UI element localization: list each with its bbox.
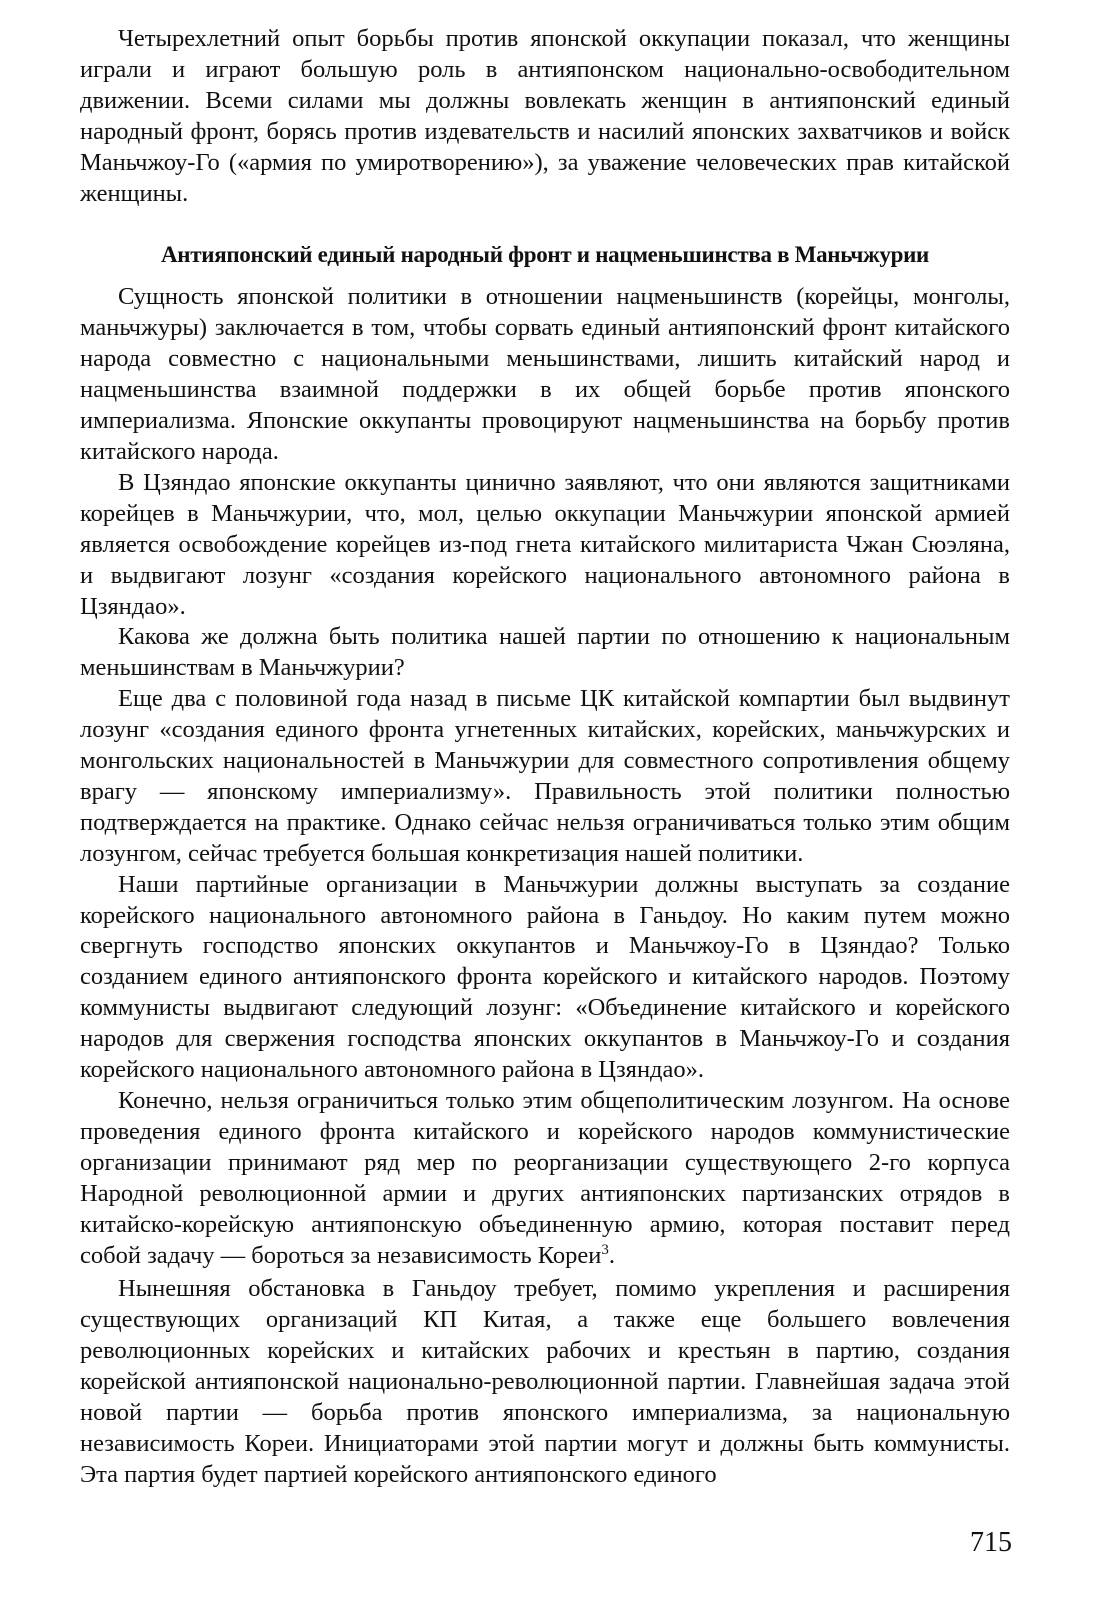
document-page — [80, 24, 1010, 1491]
paragraph-joint-army — [80, 1086, 1010, 1271]
paragraph-japanese-policy: Сущность японской политики в отношении нацменьшинств (корейцы, монголы, маньчжуры) заключается в том, чтобы сорвать единый антияпонский фронт китайского народа совместно с национальными меньшинствами, лишить китайский народ и нацменьшинства взаимной поддержки в их общей борьбе против японского империализма. Японские оккупанты провоцируют нацменьшинства на борьбу против китайского народа. — [80, 283, 1010, 465]
paragraph-joint-army-end: . — [608, 1241, 616, 1269]
paragraph-women-role: Четырехлетний опыт борьбы против японской оккупации показал, что женщины играли и играют большую роль в антияпонском национально-освободительном движении. Всеми силами мы должны вовлекать женщин в антияпонский единый народный фронт, борясь против издевательств и насилий японских захватчиков и войск Маньчжоу-Го («армия по умиротворению»), за уважение человеческих прав китайской женщины. — [80, 25, 1010, 207]
paragraph-united-front-slogan: Еще два с половиной года назад в письме ЦК китайской компартии был выдвинут лозунг «создания единого фронта угнетенных китайских, корейских, маньчжурских и монгольских национальностей в Маньчжурии для совместного сопротивления общему врагу — японскому империализму». Правильность этой политики полностью подтверждается на практике. Однако сейчас нельзя ограничиваться только этим общим лозунгом, сейчас требуется большая конкретизация нашей политики. — [80, 685, 1010, 867]
footnote-reference: 3 — [601, 1241, 609, 1258]
section-heading: Антияпонский единый народный фронт и нацменьшинства в Маньчжурии — [161, 242, 929, 268]
paragraph-autonomous-district: Наши партийные организации в Маньчжурии должны выступать за создание корейского национального автономного района в Ганьдоу. Но каким путем можно свергнуть господство японских оккупантов и Маньчжоу-Го в Цзяндао? Только созданием единого антияпонского фронта корейского и китайского народов. Поэтому коммунисты выдвигают следующий лозунг: «Объединение китайского и корейского народов для свержения господства японских оккупантов в Маньчжоу-Го и создания корейского национального автономного района в Цзяндао». — [80, 870, 1010, 1084]
paragraph-joint-army-text: Конечно, нельзя ограничиться только этим общеполитическим лозунгом. На основе проведения единого фронта китайского и корейского народов коммунистические организации принимают ряд мер по реорганизации существующего 2-го корпуса Народной революционной армии и других антияпонских партизанских отрядов в китайско-корейскую антияпонскую объединенную армию, которая поставит перед собой задачу — бороться за независимость Кореи — [80, 1087, 1010, 1269]
paragraph-korean-party: Нынешняя обстановка в Ганьдоу требует, помимо укрепления и расширения существующих организаций КП Китая, а также еще большего вовлечения революционных корейских и китайских рабочих и крестьян в партию, создания корейской антияпонской национально-революционной партии. Главнейшая задача этой новой партии — борьба против японского империализма, за национальную независимость Кореи. Инициаторами этой партии могут и должны быть коммунисты. Эта партия будет партией корейского антияпонского единого — [80, 1275, 1010, 1488]
page-number: 715 — [970, 1527, 1012, 1558]
paragraph-jiandao-claims: В Цзяндао японские оккупанты цинично заявляют, что они являются защитниками корейцев в Маньчжурии, что, мол, целью оккупации Маньчжурии японской армией является освобождение корейцев из-под гнета китайского милитариста Чжан Сюэляна, и выдвигают лозунг «создания корейского национального автономного района в Цзяндао». — [80, 468, 1010, 620]
paragraph-party-question: Какова же должна быть политика нашей партии по отношению к национальным меньшинствам в Маньчжурии? — [80, 623, 1010, 682]
